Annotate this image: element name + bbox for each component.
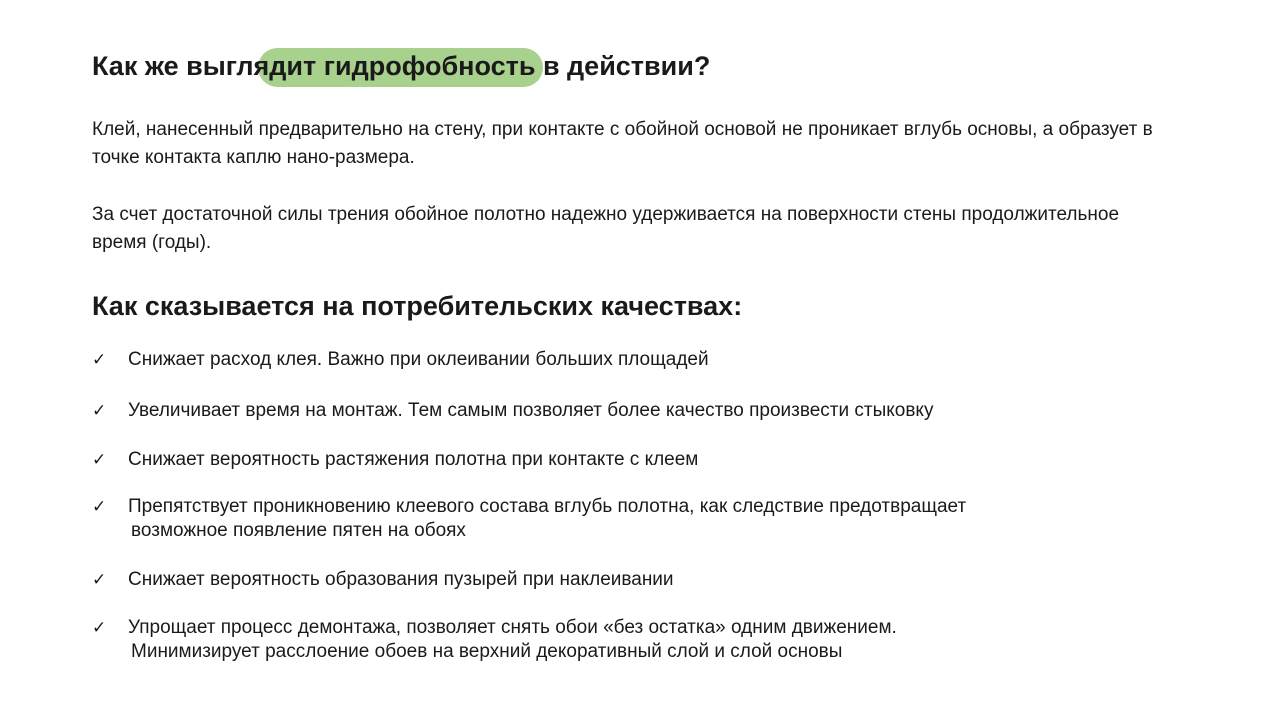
list-item: [92, 348, 709, 372]
list-item-text: Снижает вероятность растяжения полотна при контакте с клеем: [128, 449, 699, 470]
checkmark-icon: ✓: [92, 450, 107, 470]
list-item-text: Снижает вероятность образования пузырей при наклеивании: [128, 569, 674, 590]
list-item: [92, 568, 674, 592]
highlighted-term-text: ит гидрофобность: [286, 51, 536, 81]
list-item-text-continued: возможное появление пятен на обоях: [131, 520, 466, 541]
heading-consumer-qualities: Как сказывается на потребительских качествах:: [92, 291, 743, 321]
list-item: [92, 616, 897, 664]
heading-text-before: Как же выгляд: [92, 51, 287, 81]
paragraph-glue-contact: Клей, нанесенный предварительно на стену, при контакте с обойной основой не проникает вглубь основы, а образует в точке контакта каплю нано-размера.: [92, 119, 1153, 168]
checkmark-icon: ✓: [92, 618, 107, 638]
heading-hydrophobicity: [92, 50, 710, 82]
heading-text-after: в действии?: [535, 51, 711, 81]
list-item-text: Увеличивает время на монтаж. Тем самым позволяет более качество произвести стыковку: [128, 400, 934, 421]
list-item-text-continued: Минимизирует расслоение обоев на верхний декоративный слой и слой основы: [131, 641, 843, 662]
checkmark-icon: ✓: [92, 401, 107, 421]
list-item: [92, 399, 933, 423]
checkmark-icon: ✓: [92, 350, 107, 370]
highlighted-term: [286, 50, 535, 82]
paragraph-friction: За счет достаточной силы трения обойное полотно надежно удерживается на поверхности стены продолжительное время (годы).: [92, 204, 1120, 253]
list-item-text: Упрощает процесс демонтажа, позволяет снять обои «без остатка» одним движением.: [128, 617, 897, 638]
checkmark-icon: ✓: [92, 497, 107, 517]
checkmark-icon: ✓: [92, 570, 107, 590]
list-item: [92, 495, 966, 543]
list-item: [92, 448, 698, 472]
list-item-text: Препятствует проникновению клеевого состава вглубь полотна, как следствие предотвращает: [128, 496, 967, 517]
list-item-text: Снижает расход клея. Важно при оклеивании больших площадей: [128, 349, 709, 370]
